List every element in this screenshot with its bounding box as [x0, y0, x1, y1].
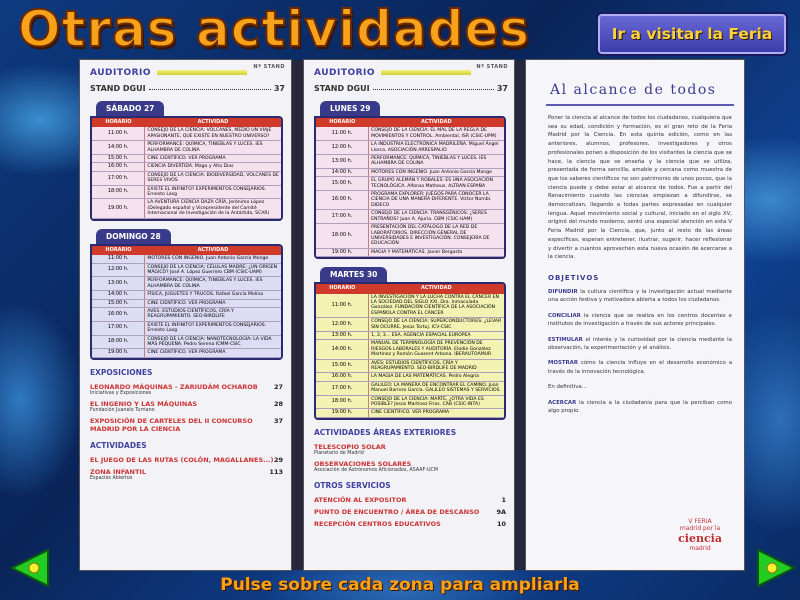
- intro-heading: Al alcance de todos: [550, 82, 717, 98]
- program-page-middle[interactable]: [304, 60, 514, 570]
- program-page-left[interactable]: [80, 60, 291, 570]
- row-time: 18:00 h.: [316, 395, 369, 409]
- list-item[interactable]: ATENCIÓN AL EXPOSITOR 1: [314, 495, 506, 504]
- col-horario: HORARIO: [316, 284, 369, 293]
- row-activity: MOTORES CON INGENIO. Juan Antonio García Monge: [145, 255, 281, 263]
- list-item[interactable]: EXPOSICIÓN DE CARTELES DEL II CONCURSO MADRID POR LA CIENCIA 37: [90, 416, 283, 433]
- day-tab-monday: LUNES 29: [320, 101, 380, 116]
- row-activity: PERFORMANCE: QUÍMICA, TINIEBLAS Y LUCES. IES ALHAMBRA DE COLINA: [145, 141, 281, 155]
- table-row: [316, 248, 504, 256]
- table-row: [316, 331, 504, 339]
- day-tab-tuesday: MARTES 30: [320, 267, 387, 282]
- table-row: [92, 127, 281, 140]
- row-activity: MOTORES CON INGENIO. Juan Antonio García Monge: [369, 168, 504, 176]
- intro-page-right[interactable]: [526, 60, 744, 570]
- row-time: 14:00 h.: [92, 141, 145, 155]
- row-activity: LA INDUSTRIA ELECTRÓNICA MADRILEÑA. Miguel Ángel Llorca. ASOCIACIÓN ARRESPALIO: [369, 141, 504, 155]
- table-row: [92, 141, 281, 155]
- table-row: [316, 155, 504, 169]
- row-activity: PROGRAMA EXPLORER: JUEGOS PARA CONOCER LA CIENCIA DE UNA MANERA DIFERENTE. Víctor Nombí. DIDECO: [369, 191, 504, 210]
- exposiciones-list[interactable]: [90, 383, 283, 433]
- list-item[interactable]: LEONARDO MÁQUINAS - ZARIUDÁM OCHAROB Iniciativas y Exposiciones 27: [90, 382, 283, 396]
- row-time: 14:00 h.: [92, 291, 145, 299]
- col-actividad: ACTIVIDAD: [369, 118, 504, 127]
- table-row: [316, 381, 504, 395]
- objective-item: MOSTRAR cómo la ciencia influye en el desarrollo económico a través de la innovación tecnológica.: [548, 360, 732, 375]
- page-gutter: [291, 60, 304, 570]
- col-horario: HORARIO: [316, 118, 369, 127]
- table-row: [92, 299, 281, 307]
- table-row: [316, 177, 504, 191]
- actividades-heading: ACTIVIDADES: [90, 440, 147, 450]
- row-activity: CINE CIENTÍFICO. VER PROGRAMA: [145, 155, 281, 163]
- table-row: [92, 277, 281, 291]
- row-activity: LA INVESTIGACIÓN Y LA LUCHA CONTRA EL CÁNCER EN LA SOCIEDAD DEL SIGLO XXI. Dra. Inmaculada González. FUNDACIÓN CIENTÍFICA DE LA ASOCIACIÓN ESPAÑOLA CONTRA EL CÁNCER: [369, 294, 504, 318]
- row-time: 17:00 h.: [316, 381, 369, 395]
- row-activity: CONSEJO DE LA CIENCIA: CÉLULAS MADRE: ¿UN ORÍGEN MÁGICO? José A. López Guerrero CBM (CSIC-UAM): [145, 263, 281, 277]
- list-item[interactable]: PUNTO DE ENCUENTRO / ÁREA DE DESCANSO 9A: [314, 507, 506, 516]
- col-actividad: ACTIVIDAD: [145, 246, 281, 255]
- stand-line: STAND DGUI 37: [314, 84, 508, 93]
- row-activity: CONSEJO DE LA CIENCIA: TRANSGÉNICOS: ¿SERES ENTRAÑOS? Juan A. Ajuria. CBM (CSIC-UAM): [369, 210, 504, 224]
- auditorio-heading: AUDITORIO Nº STAND: [314, 64, 508, 78]
- table-row: [316, 210, 504, 224]
- table-row: [92, 263, 281, 277]
- row-time: 16:00 h.: [316, 373, 369, 381]
- table-row: [92, 321, 281, 335]
- schedule-saturday[interactable]: [90, 116, 283, 221]
- enlarge-hint: Pulse sobre cada zona para ampliarla: [220, 575, 580, 595]
- row-time: 17:00 h.: [316, 210, 369, 224]
- row-activity: EXISTE EL INFINITO? EXPERIMENTOS CONSEJARIOS. Ernesto Lasg: [145, 321, 281, 335]
- page-title: Otras actividades: [18, 0, 531, 58]
- row-time: 14:00 h.: [316, 340, 369, 359]
- row-time: 16:00 h.: [92, 307, 145, 321]
- objective-item: ESTIMULAR el interés y la curiosidad por la ciencia mediante la observación, la experimentación y el análisis.: [548, 336, 732, 351]
- row-activity: CONSEJO DE LA CIENCIA: BIODIVERSIDAD, VOLCANES DE SERES VIVOS: [145, 171, 281, 185]
- row-time: 13:00 h.: [316, 155, 369, 169]
- row-time: 15:00 h.: [316, 359, 369, 373]
- col-horario: HORARIO: [92, 246, 145, 255]
- row-time: 19:00 h.: [92, 349, 145, 357]
- table-row: [92, 171, 281, 185]
- row-time: 11:00 h.: [92, 255, 145, 263]
- row-activity: CONSEJO DE LA CIENCIA: EL MAL DE LA REGLA DE MOVIMIENTOS Y CONTROL. Ambiental, ISR (CSIC-UPM): [369, 127, 504, 140]
- row-activity: 1, 2, 3... ESA. AGENCIA ESPACIAL EUROPEA: [369, 331, 504, 339]
- table-row: [92, 163, 281, 171]
- col-actividad: ACTIVIDAD: [145, 118, 281, 127]
- row-activity: EXISTE EL INFINITO? EXPERIMENTOS CONSEJARIOS. Ernesto Lasg: [145, 185, 281, 199]
- row-activity: LA AVENTURA CIENCIA DAZA CRÍA, Jerónimo López (Delegado español y Vicepresidente del Comité Internacional de Investigación de la Antártida, SCAR): [145, 199, 281, 218]
- table-row: [316, 395, 504, 409]
- day-tab-sunday: DOMINGO 28: [96, 229, 171, 244]
- row-time: 11:00 h.: [92, 127, 145, 140]
- row-time: 11:00 h.: [316, 294, 369, 318]
- table-row: [316, 318, 504, 332]
- table-row: [316, 127, 504, 140]
- day-tab-saturday: SÁBADO 27: [96, 101, 164, 116]
- table-row: [92, 199, 281, 218]
- divider: [546, 104, 734, 106]
- objetivos-heading: OBJETIVOS: [548, 273, 600, 282]
- row-activity: AVES: ESTUDIOS CIENTÍFICOS, CRÍA Y REAGRUPAMIENTO. SEO-BIRDLIFE DE MADRID: [369, 359, 504, 373]
- row-activity: PERFORMANCE: QUÍMICA, TINIEBLAS Y LUCES. IES ALHAMBRA DE COLINA: [145, 277, 281, 291]
- row-activity: CONSEJO DE LA CIENCIA: VOLCANES, MEDIO UN VIAJE APASIONANTE, QUE EXISTE EN NUESTRO UNIVERSO?: [145, 127, 281, 140]
- table-row: [92, 349, 281, 357]
- row-time: 12:00 h.: [316, 141, 369, 155]
- en-definitiva: En definitiva...: [548, 384, 587, 391]
- table-row: [316, 340, 504, 359]
- list-item[interactable]: EL INGENIO Y LAS MÁQUINAS Fundación Juanelo Turriano 28: [90, 399, 283, 413]
- row-activity: FÍSICA, JUGUETES Y TRUCOS. Rafael García Molina: [145, 291, 281, 299]
- row-activity: CONSEJO DE LA CIENCIA: MARTE, ¿OTRA VIDA ES POSIBLE? Jesús Martínez Frías. CAB (CSIC-INTA): [369, 395, 504, 409]
- table-row: [92, 155, 281, 163]
- table-row: [92, 335, 281, 349]
- arrow-left-icon[interactable]: [8, 546, 52, 590]
- row-time: 17:00 h.: [92, 321, 145, 335]
- schedule-sunday[interactable]: [90, 244, 283, 360]
- row-activity: CONSEJO DE LA CIENCIA: SUPERCONDUCTORES: ¿LEVAR SIN OCURRE. Jesús Tortuj. ICV-CSIC: [369, 318, 504, 332]
- col-horario: HORARIO: [92, 118, 145, 127]
- table-row: [316, 141, 504, 155]
- row-activity: PERFORMANCE: QUÍMICA, TINIEBLAS Y LUCES. IES ALHAMBRA DE COLINA: [369, 155, 504, 169]
- objective-item: DIFUNDIR la cultura científica y la investigación actual mediante una acción festiva y motivadora abierta a todos los ciudadanos.: [548, 288, 732, 304]
- table-row: [316, 168, 504, 176]
- row-activity: CIENCIA DIVERTIDA. Mago y Alta Dios: [145, 163, 281, 171]
- row-activity: CINE CIENTÍFICO. VER PROGRAMA: [145, 349, 281, 357]
- objective-item: CONCILIAR la ciencia que se realiza en los centros docentes e institutos de investigación a través de sus actores principales.: [548, 312, 732, 328]
- table-row: [92, 307, 281, 321]
- schedule-tuesday[interactable]: [314, 282, 506, 420]
- exposiciones-heading: EXPOSICIONES: [90, 367, 153, 377]
- table-row: [92, 255, 281, 263]
- col-actividad: ACTIVIDAD: [369, 284, 504, 293]
- row-time: 14:00 h.: [316, 168, 369, 176]
- row-time: 11:00 h.: [316, 127, 369, 140]
- table-row: [316, 191, 504, 210]
- row-activity: MANUAL DE TERMINOLOGÍA DE PREVENCIÓN DE RIESGOS LABORALES Y AUDITORÍA. Elodie González Martínez y Ramón Guasent Arbona. IBERAUTOAMUR: [369, 340, 504, 359]
- actividades-list[interactable]: [90, 456, 283, 481]
- row-time: 15:00 h.: [92, 155, 145, 163]
- list-item[interactable]: RECEPCIÓN CENTROS EDUCATIVOS 10: [314, 519, 506, 528]
- table-row: [316, 224, 504, 249]
- row-activity: PRESENTACIÓN DEL CATÁLOGO DE LA RED DE LABORATORIOS. DIRECCIÓN GENERAL DE UNIVERSIDADES E INVESTIGACIÓN. CONSEJERÍA DE EDUCACIÓN: [369, 224, 504, 249]
- auditorio-heading: AUDITORIO Nº STAND: [90, 64, 285, 78]
- list-item[interactable]: EL JUEGO DE LAS RUTAS (COLÓN, MAGALLANES...) 29: [90, 455, 283, 464]
- exteriores-heading: ACTIVIDADES ÁREAS EXTERIORES: [314, 427, 457, 437]
- row-time: 19:00 h.: [92, 199, 145, 218]
- table-row: [316, 294, 504, 318]
- visit-fair-button[interactable]: Ir a visitar la Feria: [596, 12, 788, 56]
- row-activity: GALILEO: LA MANERA DE ENCONTRAR EL CAMINO. Juan Manuel Barrero García. GALILEO SISTEMAS Y SERVICIOS: [369, 381, 504, 395]
- row-time: 13:00 h.: [316, 331, 369, 339]
- list-item[interactable]: TELESCOPIO SOLAR Planetario de Madrid: [314, 442, 386, 456]
- table-row: [316, 373, 504, 381]
- row-time: 12:00 h.: [316, 318, 369, 332]
- row-time: 12:00 h.: [92, 263, 145, 277]
- row-activity: MAGIA Y MATEMÁTICAS. Javier Bergasto: [369, 248, 504, 256]
- feria-logo: V FERIA madrid por la ciencia madrid: [678, 518, 722, 552]
- otros-heading: OTROS SERVICIOS: [314, 480, 391, 490]
- row-activity: LA MAGIA DE LAS MATEMÁTICAS. Pedro Alegría: [369, 373, 504, 381]
- table-row: [316, 359, 504, 373]
- exteriores-list[interactable]: [314, 443, 506, 473]
- list-item[interactable]: ZONA INFANTIL Espacios Abiertos 113: [90, 467, 283, 481]
- table-row: [92, 291, 281, 299]
- row-time: 18:00 h.: [92, 335, 145, 349]
- row-activity: EL GRUPO ALEMÁN Y ROBALES: ES UNA ASOCIACIÓN TECNOLÓGICA. Alfonso Matheus. ALTRAN ESPAÑA: [369, 177, 504, 191]
- otros-list[interactable]: [314, 496, 506, 528]
- arrow-right-icon[interactable]: [754, 546, 798, 590]
- row-time: 16:00 h.: [316, 191, 369, 210]
- intro-paragraph: Poner la ciencia al alcance de todos los ciudadanos, cualquiera que sea su edad, condición y formación, es el gran reto de la Feria Madrid por la Ciencia. En esta quinta edición, como en las anteriores, alumnos, profesores, investigadores y otros profesionales ponen a disposición de los visitantes la ciencia que se hace, la ciencia que se enseña y la ciencia que se utiliza, presentada de forma sencilla, amable y cercana como muestra de que los saberes científicos no son patrimonio de unos pocos, que la ciencia puede y debe estar al alcance de todos. Fue a partir del Renacimiento cuando las ciencias empiezan a difundirse, se democratizan, llegando a todas partes expresadas en cualquier lengua. Aquel movimiento social y cultural, iniciado en el siglo XV, originó del mundo moderno, sentó una especial atención en esta V Feria Madrid por la Ciencia, que, junto al resto de las áreas específicas, esperan entretener, ilustrar, sugerir, hacer reflexionar y divertir a cuantos aprovechen esta nueva ocasión de acercarse a la ciencia.: [548, 115, 732, 261]
- row-time: 18:00 h.: [316, 224, 369, 249]
- row-time: 17:00 h.: [92, 171, 145, 185]
- row-time: 15:00 h.: [316, 177, 369, 191]
- row-activity: AVES: ESTUDIOS CIENTÍFICOS, CRÍA Y REAGRUPAMIENTO. SEO-BIRDLIFE: [145, 307, 281, 321]
- row-time: 18:00 h.: [92, 185, 145, 199]
- row-time: 19:00 h.: [316, 248, 369, 256]
- stand-line: STAND DGUI 37: [90, 84, 285, 93]
- row-activity: CINE CIENTÍFICO. VER PROGRAMA: [369, 409, 504, 417]
- final-objective: ACERCAR la ciencia a la ciudadanía para que la perciban como algo propio.: [548, 399, 732, 415]
- row-activity: CONSEJO DE LA CIENCIA: NANOTECNOLOGÍA: LA VIDA MÁS PEQUEÑA. Pedro Serena ICMM-CSIC: [145, 335, 281, 349]
- row-activity: CINE CIENTÍFICO. VER PROGRAMA: [145, 299, 281, 307]
- row-time: 19:00 h.: [316, 409, 369, 417]
- schedule-monday[interactable]: [314, 116, 506, 259]
- row-time: 13:00 h.: [92, 277, 145, 291]
- table-row: [92, 185, 281, 199]
- list-item[interactable]: OBSERVACIONES SOLARES Asociación de Astrónomos Aficionados, ASAAF-UCM: [314, 459, 439, 473]
- row-time: 15:00 h.: [92, 299, 145, 307]
- row-time: 16:00 h.: [92, 163, 145, 171]
- table-row: [316, 409, 504, 417]
- page-gutter: [514, 60, 526, 570]
